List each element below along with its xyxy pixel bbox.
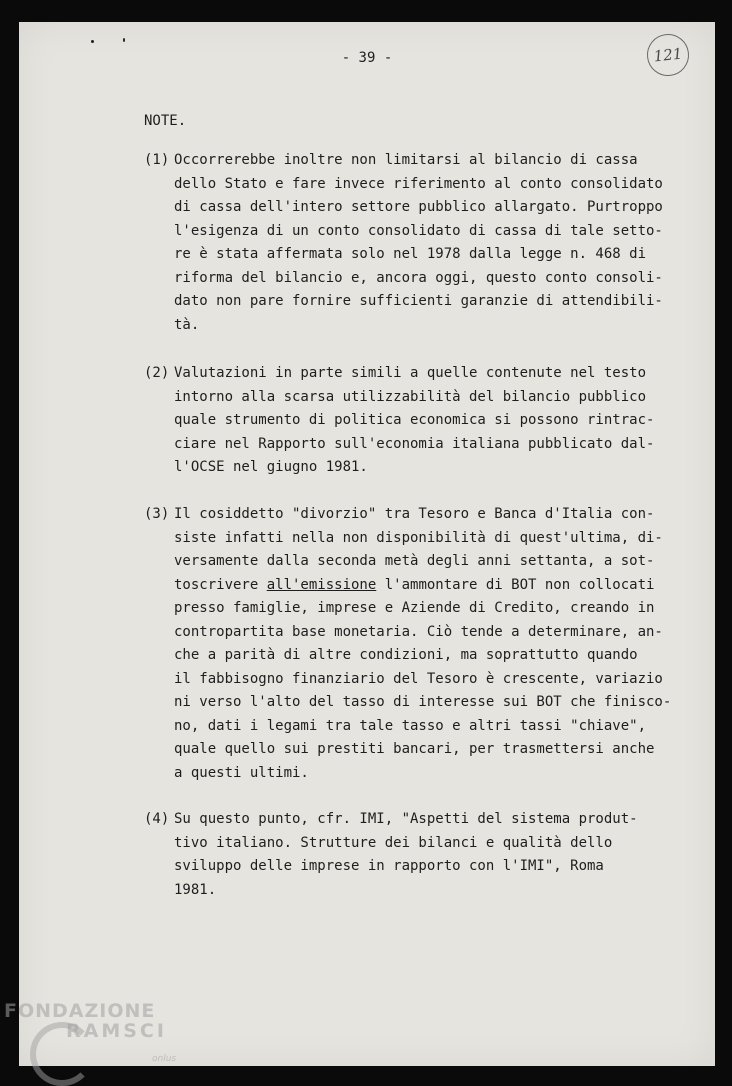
footnote-line: riforma del bilancio e, ancora oggi, questo conto consoli- [174,269,663,286]
footnote-line: ciare nel Rapporto sull'economia italiana pubblicato dal- [174,435,655,452]
footnote-line: quale strumento di politica economica si possono rintrac- [174,412,655,428]
underlined-phrase: all'emissione [266,576,377,593]
footnote-line: quale quello sui prestiti bancari, per trasmettersi anche [174,741,655,757]
line-text: toscrivere [174,576,267,593]
footnote-number: (3) [144,506,170,522]
footnote-line: intorno alla scarsa utilizzabilità del bilancio pubblico [174,388,647,405]
footnote-line: Su questo punto, cfr. IMI, "Aspetti del sistema produt- [174,811,638,827]
watermark-text: FONDAZIONE [4,1000,156,1022]
footnote-line: tivo italiano. Strutture dei bilanci e qualità dello [174,834,613,851]
footnote-line: siste infatti nella non disponibilità di quest'ultima, di- [174,529,663,546]
footnote-line: il fabbisogno finanziario del Tesoro è crescente, variazio [174,670,663,687]
paper-speck [91,40,94,43]
footnote-line: di cassa dell'intero settore pubblico allargato. Purtroppo [174,199,663,215]
footnote-line: contropartita base monetaria. Ciò tende a determinare, an- [174,623,663,640]
footnote-line: Valutazioni in parte simili a quelle contenute nel testo [174,365,647,381]
footnote-line: no, dati i legami tra tale tasso e altri tassi "chiave", [174,717,647,734]
notes-heading: NOTE. [144,113,187,129]
paper-speck [123,38,125,42]
footnote-line: a questi ultimi. [174,764,309,781]
document-page [19,22,715,1066]
footnote-line: Il cosiddetto "divorzio" tra Tesoro e Banca d'Italia con- [174,506,655,522]
footnote-line: l'OCSE nel giugno 1981. [174,459,368,475]
page-number: - 39 - [341,50,393,66]
footnote-number: (2) [144,365,170,381]
archive-watermark [4,1000,194,1064]
footnote-number: (1) [144,152,170,168]
line-text: l'ammontare di BOT non collocati [376,576,655,593]
footnote-number: (4) [144,811,170,827]
footnote-line: tà. [174,316,200,333]
footnote-line: re è stata affermata solo nel 1978 dalla legge n. 468 di [174,246,647,262]
watermark-text: onlus [152,1054,177,1064]
footnote-line: dello Stato e fare invece riferimento al conto consolidato [174,175,663,192]
footnote-line: presso famiglie, imprese e Aziende di Credito, creando in [174,600,655,616]
footnote-line: sviluppo delle imprese in rapporto con l'IMI", Roma [174,858,604,874]
footnote-line: ni verso l'alto del tasso di interesse sui BOT che finisco- [174,694,672,710]
footnote-line: versamente dalla seconda metà degli anni settanta, a sot- [174,553,655,569]
watermark-logo-icon [30,1022,94,1086]
footnote-line: l'esigenza di un conto consolidato di cassa di tale setto- [174,222,663,239]
footnote-line: dato non pare fornire sufficienti garanzie di attendibili- [174,293,663,309]
watermark-text: RAMSCI [66,1020,167,1042]
footnote-line: 1981. [174,881,217,898]
footnote-line: che a parità di altre condizioni, ma soprattutto quando [174,647,638,663]
archive-stamp-number: 121 [645,32,691,78]
footnote-line: Occorrerebbe inoltre non limitarsi al bilancio di cassa [174,152,638,168]
footnote-line-with-underline [174,577,654,593]
